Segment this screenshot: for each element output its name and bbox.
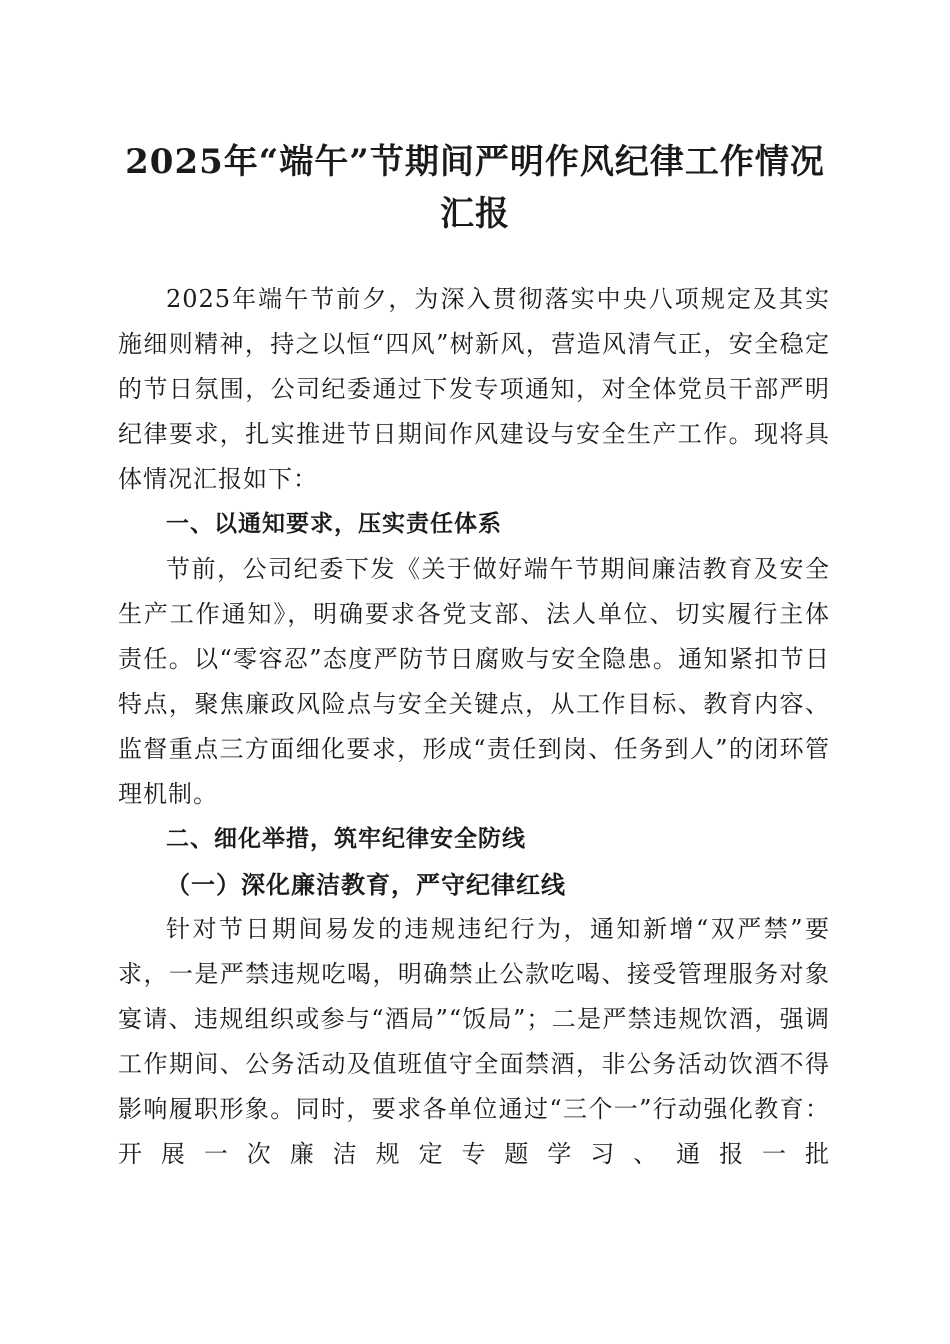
document-title: 2025年“端午”节期间严明作风纪律工作情况汇报 [125,142,825,234]
section-heading-2: 二、细化举措，筑牢纪律安全防线 [166,826,526,852]
section-heading-1: 一、以通知要求，压实责任体系 [166,511,502,537]
document-body [118,277,830,1177]
intro-paragraph: 2025年端午节前夕，为深入贯彻落实中央八项规定及其实施细则精神，持之以恒“四风”树新风，营造风清气正，安全稳定的节日氛围，公司纪委通过下发专项通知，对全体党员干部严明纪律要求，扎实推进节日期间作风建设与安全生产工作。现将具体情况汇报如下： [118,285,830,493]
subsection-heading-1: （一）深化廉洁教育，严守纪律红线 [166,870,566,899]
section-1-paragraph: 节前，公司纪委下发《关于做好端午节期间廉洁教育及安全生产工作通知》，明确要求各党支部、法人单位、切实履行主体责任。以“零容忍”态度严防节日腐败与安全隐患。通知紧扣节日特点，聚焦廉政风险点与安全关键点，从工作目标、教育内容、监督重点三方面细化要求，形成“责任到岗、任务到人”的闭环管理机制。 [118,555,830,808]
subsection-1-paragraph: 针对节日期间易发的违规违纪行为，通知新增“双严禁”要求，一是严禁违规吃喝，明确禁止公款吃喝、接受管理服务对象宴请、违规组织或参与“酒局”“饭局”；二是严禁违规饮酒，强调工作期间、公务活动及值班值守全面禁酒，非公务活动饮酒不得影响履职形象。同时，要求各单位通过“三个一”行动强化教育：开展一次廉洁规定专题学习、通报一批 [118,915,830,1168]
